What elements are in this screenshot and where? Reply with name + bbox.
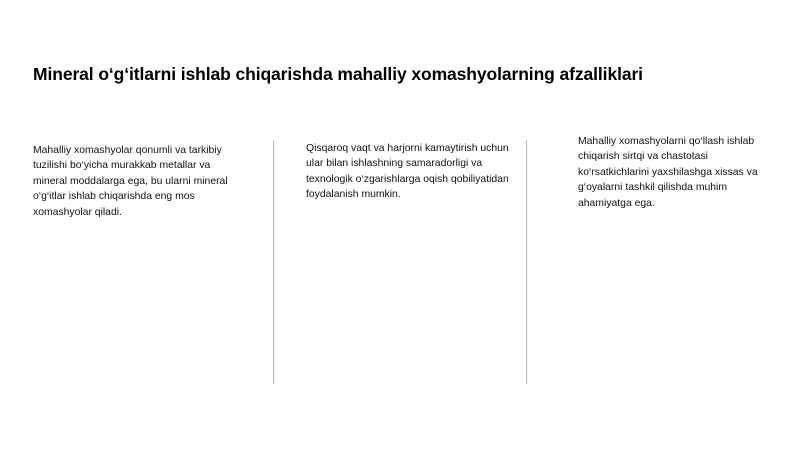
column-divider-1 bbox=[273, 140, 274, 384]
slide-title: Mineral o‘g‘itlarni ishlab chiqarishda mahalliy xomashyolarning afzalliklari bbox=[33, 64, 643, 84]
column-1-text: Mahalliy xomashyolar qonumli va tarkibiy tuzilishi bo‘yicha murakkab metallar va mineral moddalarga ega, bu ularni mineral o‘g‘itlar ishlab chiqarishda eng mos xomashyolar qiladi. bbox=[33, 145, 228, 218]
column-3-text: Mahalliy xomashyolarni qo‘llash ishlab chiqarish sirtqi va chastotasi ko‘rsatkichlarini yaxshilashga xissas va g‘oyalarni tashkil qilishda muhim ahamiyatga ega. bbox=[578, 136, 758, 209]
column-divider-2 bbox=[526, 140, 527, 384]
column-2-text: Qisqaroq vaqt va harjorni kamaytirish uchun ular bilan ishlashning samaradorligi va texnologik o‘zgarishlarga oqish qobiliyatidan foydalanish mumkin. bbox=[306, 143, 509, 201]
